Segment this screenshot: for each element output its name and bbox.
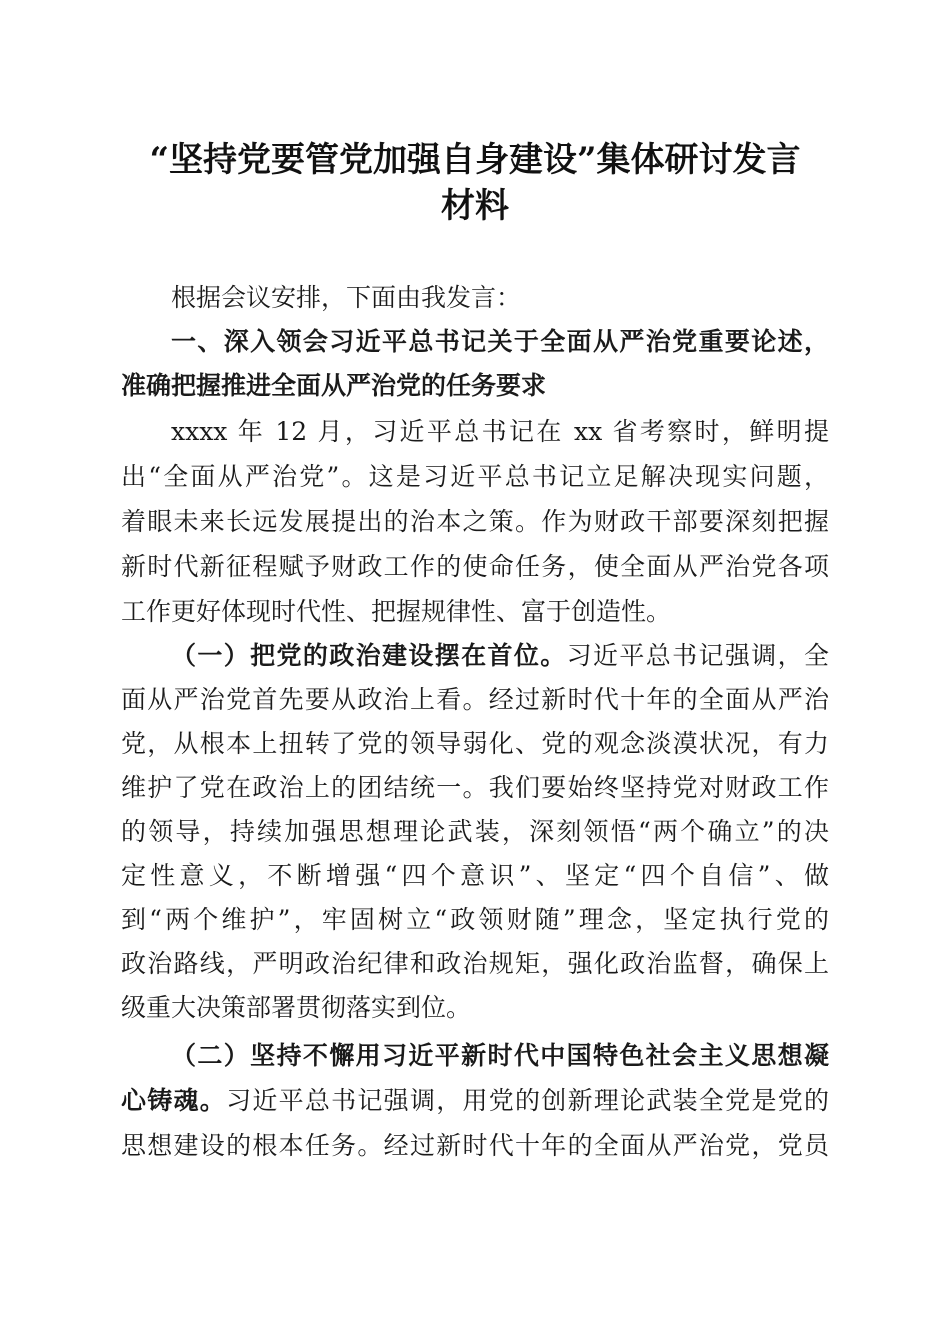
paragraph-2-line-4: 维护了党在政治上的团结统一。我们要始终坚持党对财政工作 (121, 773, 829, 802)
section-1-heading-line-1: 一、深入领会习近平总书记关于全面从严治党重要论述， (171, 327, 829, 356)
paragraph-2-lead: （一）把党的政治建设摆在首位。 (171, 641, 567, 670)
intro-text: 根据会议安排，下面由我发言： (171, 283, 522, 312)
paragraph-3-line-2-rest: 习近平总书记强调，用党的创新理论武装全党是党的 (226, 1086, 829, 1115)
paragraph-2-line-1 (171, 634, 829, 678)
paragraph-2-line-6: 定性意义，不断增强“四个意识”、坚定“四个自信”、做 (121, 861, 829, 890)
paragraph-3-line-1: （二）坚持不懈用习近平新时代中国特色社会主义思想凝 (171, 1041, 829, 1070)
paragraph-1-line-2: 出“全面从严治党”。这是习近平总书记立足解决现实问题， (121, 462, 829, 491)
paragraph-2-line-9: 级重大决策部署贯彻落实到位。 (121, 993, 472, 1022)
document-title-line-1: “坚持党要管党加强自身建设”集体研讨发言 (149, 140, 801, 180)
paragraph-2-line-7: 到“两个维护”，牢固树立“政领财随”理念，坚定执行党的 (121, 905, 829, 934)
paragraph-1-line-1: xxxx 年 12 月，习近平总书记在 xx 省考察时，鲜明提 (171, 417, 829, 446)
paragraph-2-line-3: 党，从根本上扭转了党的领导弱化、党的观念淡漠状况，有力 (121, 729, 829, 758)
paragraph-3-line-2 (121, 1079, 829, 1123)
paragraph-3-line-3: 思想建设的根本任务。经过新时代十年的全面从严治党，党员 (121, 1131, 829, 1160)
document-title-line-2: 材料 (441, 186, 509, 226)
paragraph-2-line-8: 政治路线，严明政治纪律和政治规矩，强化政治监督，确保上 (121, 949, 829, 978)
paragraph-1-line-3: 着眼未来长远发展提出的治本之策。作为财政干部要深刻把握 (121, 507, 829, 536)
section-1-heading-line-2: 准确把握推进全面从严治党的任务要求 (121, 371, 547, 400)
paragraph-2-line-2: 面从严治党首先要从政治上看。经过新时代十年的全面从严治 (121, 685, 829, 714)
paragraph-3-lead-end: 心铸魂。 (121, 1086, 227, 1115)
paragraph-1-line-5: 工作更好体现时代性、把握规律性、富于创造性。 (121, 597, 672, 626)
paragraph-1-line-4: 新时代新征程赋予财政工作的使命任务，使全面从严治党各项 (121, 552, 829, 581)
paragraph-2-line-1-rest: 习近平总书记强调，全 (566, 641, 829, 670)
paragraph-2-line-5: 的领导，持续加强思想理论武装，深刻领悟“两个确立”的决 (121, 817, 829, 846)
